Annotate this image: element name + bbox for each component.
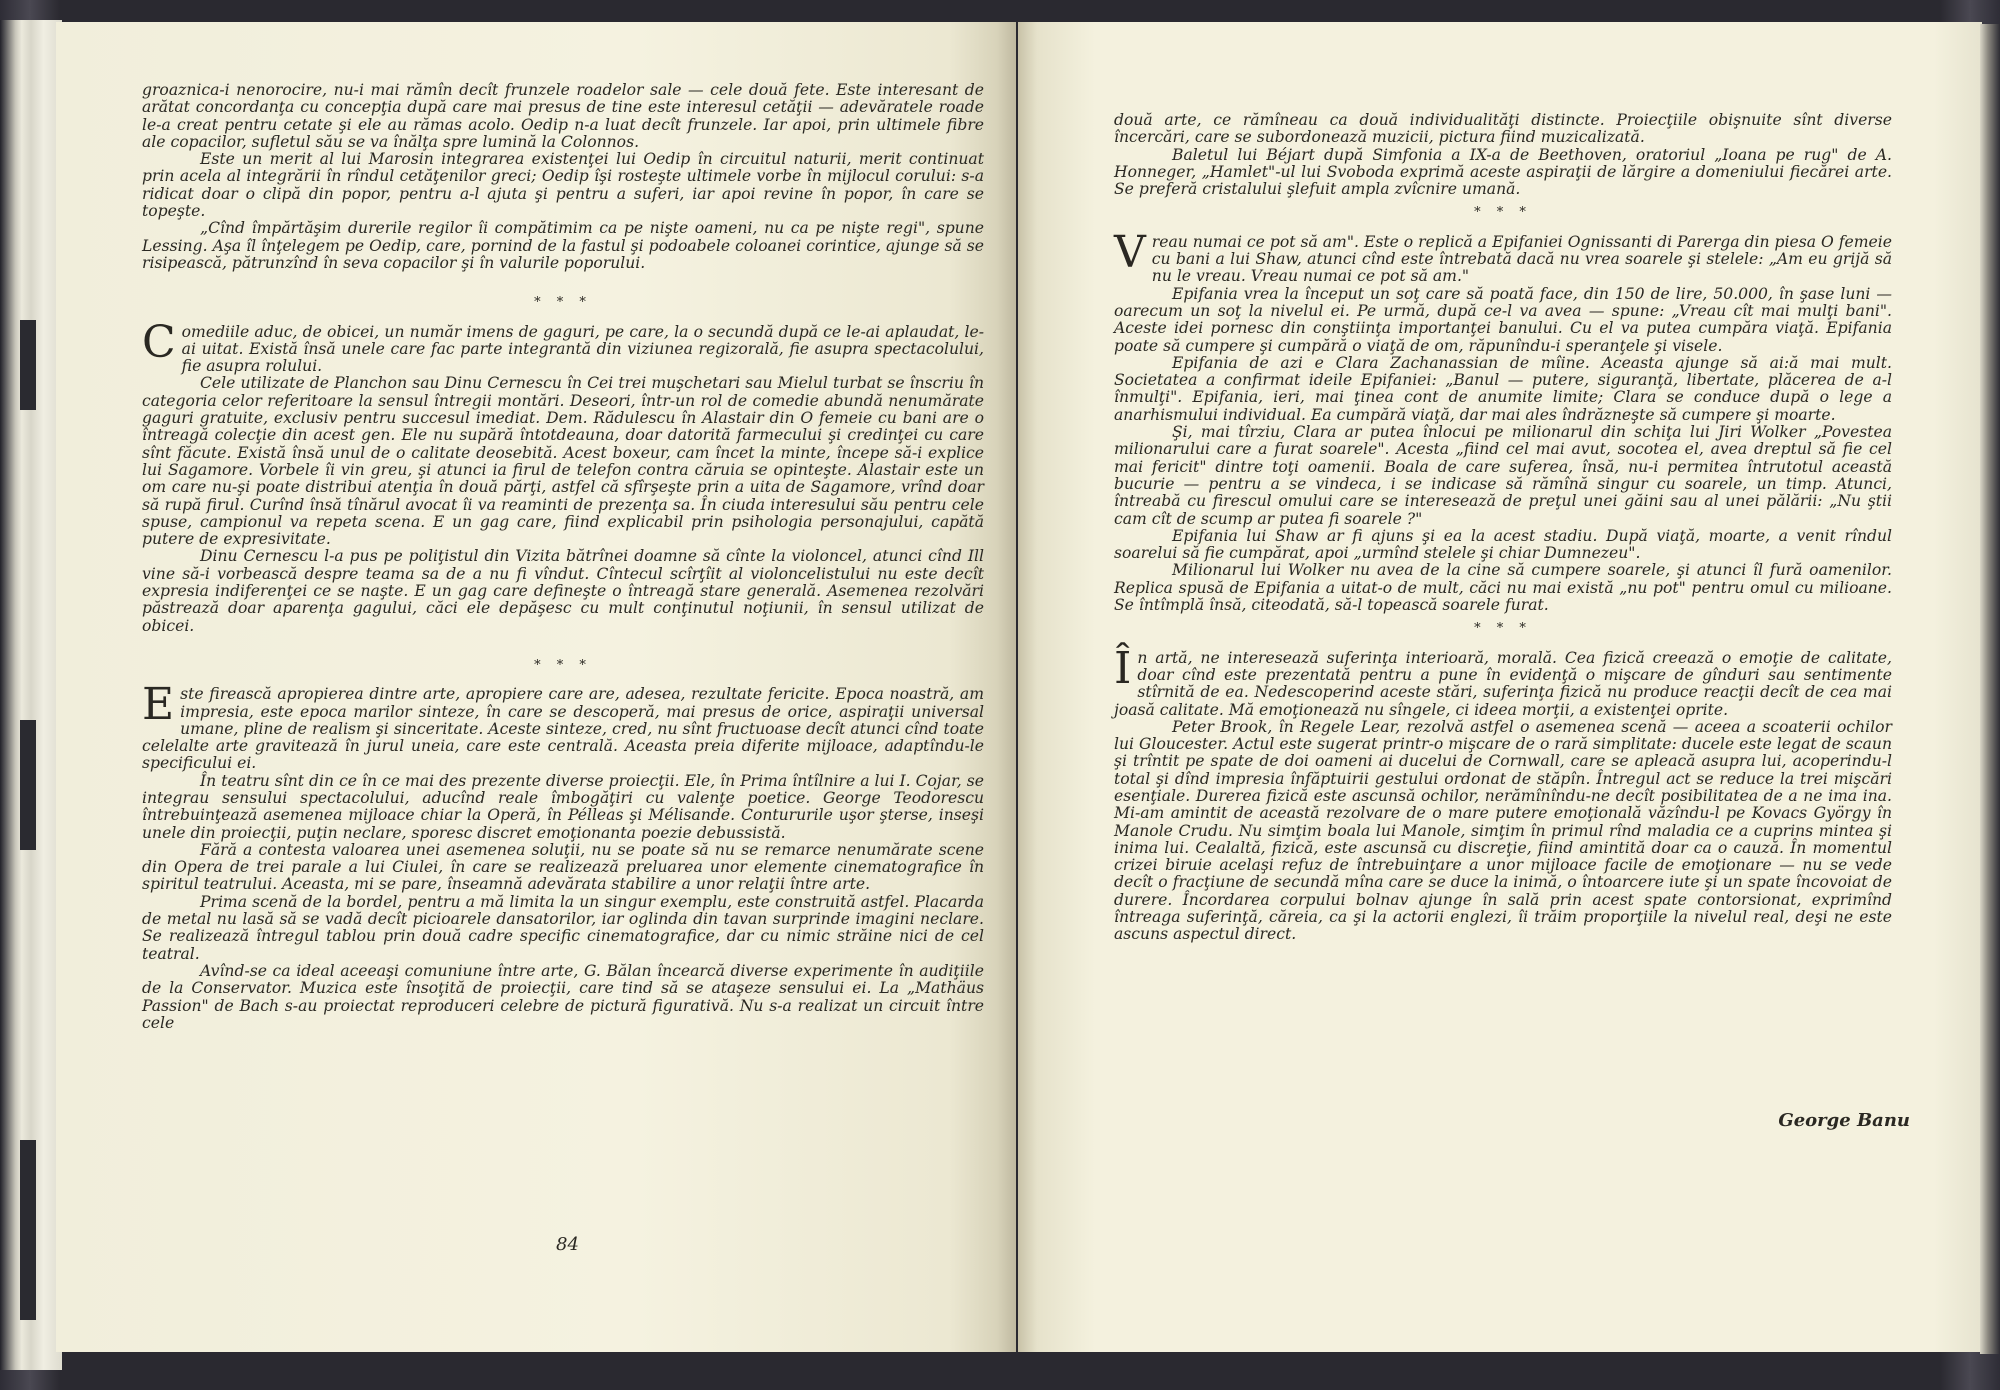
left-page-edge	[0, 20, 62, 1370]
paragraph-text: reau numai ce pot să am". Este o replică a Epifaniei Ognissanti di Parerga din piesa O femeie cu bani a lui Shaw, atunci cînd este întrebată dacă nu vrea soarele şi stelele: „Am eu grijă să nu le vreau. Vreau numai ce pot să am."	[1151, 232, 1892, 286]
paragraph: Fără a contesta valoarea unei asemenea soluţii, nu se poate să nu se remarce nenumărate scene din Opera de trei parale a lui Ciulei, în care se realizează preluarea unor elemente cinematografice în spiritul teatrului. Aceasta, mi se pare, înseamnă adevărata stabilire a unor relaţii între arte.	[142, 840, 984, 894]
paragraph: Epifania de azi e Clara Zachanassian de mîine. Aceasta ajunge să ai:ă mai mult. Societatea a confirmat ideile Epifaniei: „Banul — putere, siguranţă, libertate, plăcerea de a-l înmulţi". Epifania, ieri, mai ţinea cont de anumite limite; Clara se conduce după o lege a anarhismului individual. Ea cumpără viaţă, dar mai ales îndrăzneşte să cumpere şi moarte.	[1114, 353, 1892, 424]
paragraph: Peter Brook, în Regele Lear, rezolvă astfel o asemenea scenă — aceea a scoaterii ochilor lui Gloucester. Actul este sugerat printr-o mişcare de o rară simplitate: ducele este legat de scaun şi trîntit pe spate de doi oameni ai ducelui de Cornwall, care se apleacă asupra lui, acoperindu-l total şi dînd impresia înfăptuirii gestului ordonat de stăpîn. Întregul act se reduce la trei mişcări esenţiale. Durerea fizică este ascunsă ochilor, nerămînîndu-ne decît posibilitatea de a ne ima ina. Mi-am amintit de această rezolvare de o mare putere emoţională văzîndu-l pe Kovacs György în Manole Crudu. Nu simţim boala lui Manole, simţim în primul rînd maladia ce a cuprins mintea şi inima lui. Cealaltă, fizică, este ascunsă cu discreţie, fiind amintită doar ca o cauză. În momentul crizei biruie acelaşi refuz de întrebuinţare a unor mijloace facile de emoţionare — nu se vede decît o fracţiune de secundă mîna care se duce la inimă, o întoarcere iute şi un spate încovoiat de durere. Încordarea corpului bolnav ajunge în sală prin acest spate contorsionat, exprimînd întreaga suferinţă, căreia, ca şi la actorii englezi, îi trăim proporţiile la nivelul real, deşi ne este ascuns aspectul direct.	[1114, 717, 1892, 944]
section-separator: * * *	[534, 295, 592, 311]
paragraph: Dinu Cernescu l-a pus pe poliţistul din Vizita bătrînei doamne să cînte la violoncel, atunci cînd Ill vine să-i vorbească despre teama sa de a nu fi vîndut. Cîntecul scîrţîit al violoncelistului nu este decît expresia indiferenţei ce se naşte. E un gag care defineşte o întreagă stare generală. Asemenea rezolvări păstrează doar aparenţa gagului, căci ele depăşesc cu mult conţinutul noţiunii, în sensul utilizat de obicei.	[142, 547, 984, 635]
edge-shadow	[20, 320, 36, 410]
edge-shadow	[20, 720, 36, 850]
paragraph: „Cînd împărtăşim durerile regilor îi compătimim ca pe nişte oameni, nu ca pe nişte regi", spune Lessing. Aşa îl înţelegem pe Oedip, care, pornind de la fastul şi podoabele coloanei corintice, ajunge să se risipească, pătrunzînd în seva copacilor şi în valurile poporului.	[142, 219, 984, 272]
paragraph: Avînd-se ca ideal aceeaşi comuniune între arte, G. Bălan încearcă diverse experimente în audiţiile de la Conservator. Muzica este însoţită de proiecţii, care tind să se ataşeze sensului ei. La „Mathäus Passion" de Bach s-au proiectat reproduceri celebre de pictură figurativă. Nu s-a realizat un circuit între cele	[142, 961, 984, 1032]
paragraph: Baletul lui Béjart după Simfonia a IX-a de Beethoven, oratoriul „Ioana pe rug" de A. Honneger, „Hamlet"-ul lui Svoboda exprimă aceste aspiraţii de lărgire a domeniului fiecărei arte. Se preferă cristalului şlefuit ampla zvîcnire umană.	[1114, 145, 1892, 199]
drop-cap: V	[1114, 226, 1146, 278]
drop-cap: Î	[1114, 642, 1132, 694]
right-page	[1018, 22, 1982, 1352]
paragraph-text: ste firească apropierea dintre arte, apropiere care are, adesea, rezultate fericite. Epoca noastră, am impresia, este epoca marilor sinteze, în care se descoperă, mai presus de orice, aspiraţii universal umane, pline de realism şi sinceritate. Aceste sinteze, cred, nu sînt fructuoase decît atunci cînd toate celelalte arte gravitează în jurul uneia, care este centrală. Aceasta preia diferite mijloace, adaptîndu-le specificului ei.	[142, 685, 984, 773]
paragraph	[1114, 226, 1892, 286]
left-page-text	[142, 82, 984, 1032]
author-signature: George Banu	[1778, 1110, 1910, 1131]
paragraph: două arte, ce rămîneau ca două individualităţi distincte. Proiecţiile obişnuite sînt diverse încercări, care se subordonează muzicii, pictura fiind muzicalizată.	[1114, 111, 1892, 147]
paragraph: Epifania vrea la început un soţ care să poată face, din 150 de lire, 50.000, în şase luni — oarecum un soţ la nivelul ei. Pe urmă, după ce-l va avea — spune: „Vreau cît mai mulţi bani". Aceste idei pornesc din conştiinţa importanţei banului. Cu el va putea cumpăra viaţă. Epifania poate să cumpere şi cumpără o viaţă de om, răpunîndu-i speranţele şi visele.	[1114, 284, 1892, 355]
page-number: 84	[556, 1234, 579, 1255]
section-separator: * * *	[1474, 621, 1532, 637]
section-separator: * * *	[1474, 205, 1532, 221]
paragraph: Epifania lui Shaw ar fi ajuns şi ea la acest stadiu. După viaţă, moarte, a venit rîndul soarelui să fie cumpărat, apoi „urmînd stelele şi chiar Dumnezeu".	[1114, 526, 1892, 563]
paragraph-text: n artă, ne interesează suferinţa interioară, morală. Cea fizică creează o emoţie de calitate, doar cînd este prezentată pentru a pune în evidenţă o mişcare de gînduri sau sentimente stîrnită de ea. Nedescoperind aceste stări, suferinţa fizică nu produce reacţii decît de cea mai joasă calitate. Mă emoţionează nu sîngele, ci ideea morţii, a existenţei oprite.	[1114, 648, 1892, 719]
paragraph: Prima scenă de la bordel, pentru a mă limita la un singur exemplu, este construită astfel. Placarda de metal nu lasă să se vadă decît picioarele dansatorilor, iar oglinda din tavan surprinde imagini neclare. Se realizează întregul tablou prin două cadre specific cinematografice, dar cu nimic străine nici de cel teatral.	[142, 892, 984, 963]
section-separator: * * *	[534, 657, 592, 673]
right-page-text	[1114, 112, 1892, 944]
paragraph: Şi, mai tîrziu, Clara ar putea înlocui pe milionarul din schiţa lui Jiri Wolker „Povestea milionarului care a furat soarele". Acesta „fiind cel mai avut, socotea el, avea dreptul să fie cel mai fericit" dintre toţi oamenii. Boala de care suferea, însă, nu-i permitea întrutotul această bucurie — pentru a se vindeca, i se indicase să rămînă singur cu soarele, un timp. Atunci, întreabă cu firescul omului care se interesează de preţul unei găini sau al unei pălării: „Nu ştii cam cît de scump ar putea fi soarele ?"	[1114, 423, 1892, 528]
paragraph: Milionarul lui Wolker nu avea de la cine să cumpere soarele, şi atunci îl fură oamenilor. Replica spusă de Epifania a uitat-o de mult, căci nu mai există „nu pot" pentru omul cu milioane. Se întîmplă însă, citeodată, să-l topească soarele furat.	[1114, 561, 1892, 615]
drop-cap: C	[142, 316, 176, 368]
paragraph	[142, 679, 984, 773]
paragraph: groaznica-i nenorocire, nu-i mai rămîn decît frunzele roadelor sale — cele două fete. Este interesant de arătat concordanţa cu concepţia după care mai presus de tine este interesul cetăţii — adevăratele roade le-a creat pentru cetate şi ele au rămas acolo. Oedip n-a luat decît frunzele. Iar apoi, prin ultimele fibre ale copacilor, sufletul său se va înălţa spre lumină la Colonnos.	[142, 81, 984, 151]
paragraph: Cele utilizate de Planchon sau Dinu Cernescu în Cei trei muşchetari sau Mielul turbat se înscriu în categoria celor referitoare la sensul întregii montări. Deseori, într-un rol de comedie abundă nenumărate gaguri gratuite, exclusiv pentru succesul imediat. Dem. Rădulescu în Alastair din O femeie cu bani are o întreagă colecţie din acest gen. Ele nu supără întotdeauna, doar datorită farmecului şi credinţei cu care sînt făcute. Există însă unul de o calitate deosebită. Acest boxeur, cam încet la minte, începe să-i explice lui Sagamore. Vorbele îi vin greu, şi atunci ia firul de telefon contra căruia se opinteşte. Alastair este un om care nu-şi poate distribui atenţia în două părţi, astfel că sfîrşeşte prin a uita de Sagamore, vrînd doar să rupă firul. Curînd însă tînărul avocat îi va reaminti de prezenţa sa. În ciuda interesului său pentru cele spuse, campionul va repeta scena. E un gag care, fiind explicabil prin psihologia personajului, capătă putere de expresivitate.	[142, 374, 984, 549]
paragraph	[142, 316, 984, 376]
paragraph: Este un merit al lui Marosin integrarea existenţei lui Oedip în circuitul naturii, merit continuat prin acela al integrării în rîndul cetăţenilor greci; Oedip îşi rosteşte ultimele vorbe în mijlocul corului: s-a ridicat doar o clipă din popor, pentru a-l ajuta şi pentru a suferi, iar apoi revine în popor, în care se topeşte.	[142, 150, 984, 221]
right-page-edge	[1980, 24, 2000, 1354]
left-page	[56, 22, 1016, 1352]
paragraph: În teatru sînt din ce în ce mai des prezente diverse proiecţii. Ele, în Prima întîlnire a lui I. Cojar, se integrau sensului spectacolului, aducînd reale îmbogăţiri cu valenţe poetice. George Teodorescu întrebuinţează asemenea mijloace chiar la Operă, în Pélleas şi Mélisande. Contururile uşor şterse, inseşi unele din proiecţii, puţin neclare, sporesc discret emoţionanta poezie debussistă.	[142, 771, 984, 842]
edge-shadow	[20, 1140, 36, 1320]
paragraph	[1114, 642, 1892, 719]
paragraph-text: omediile aduc, de obicei, un număr imens de gaguri, pe care, la o secundă după ce le-ai aplaudat, le-ai uitat. Există însă unele care fac parte integrantă din viziunea regizorală, fie asupra spectacolului, fie asupra rolului.	[181, 322, 984, 376]
drop-cap: E	[142, 679, 175, 731]
